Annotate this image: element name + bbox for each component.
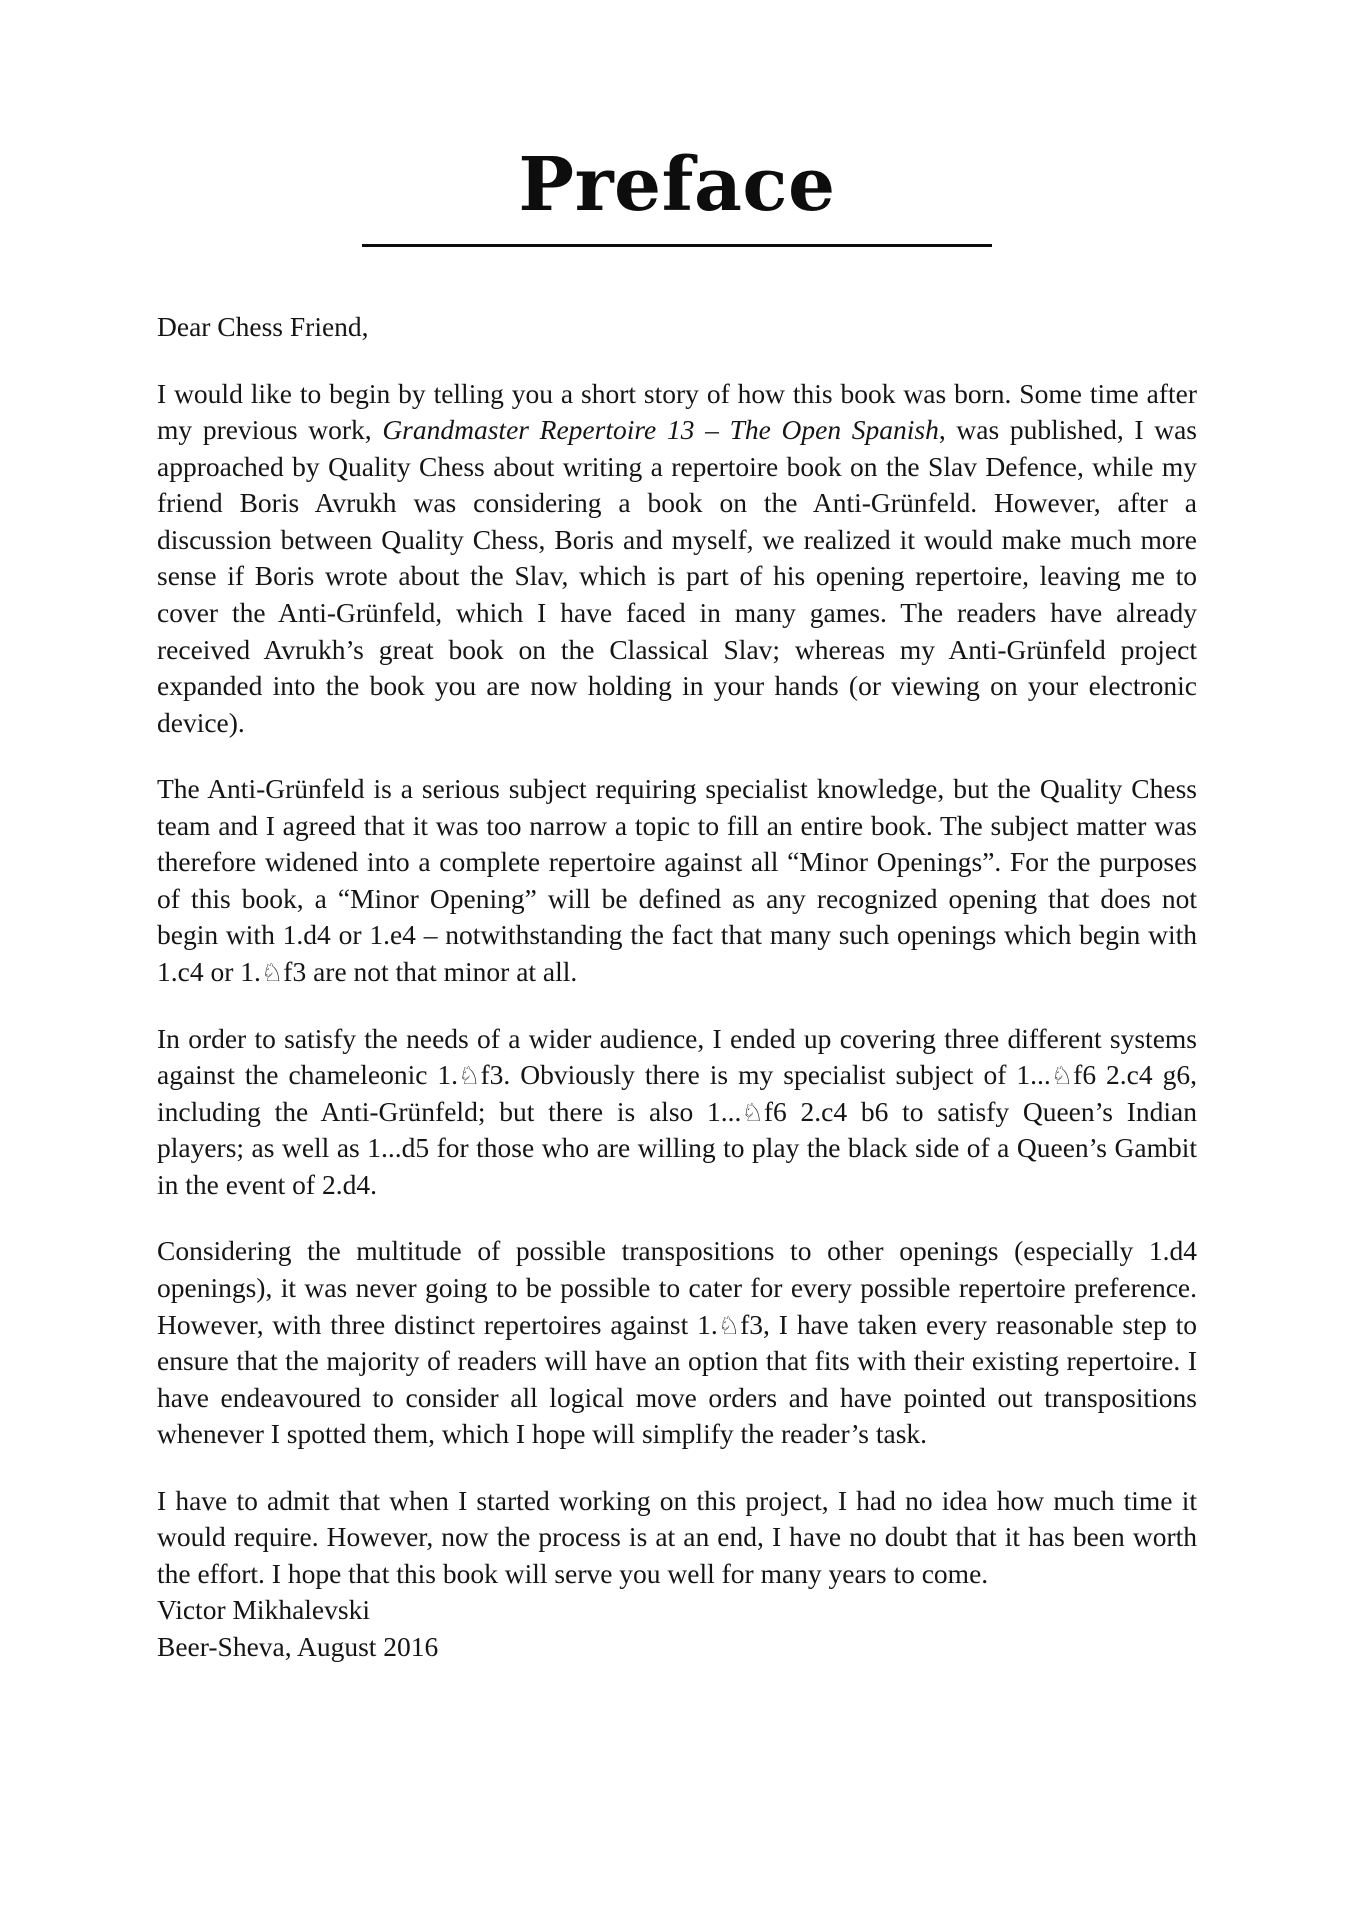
- body-paragraph: [157, 376, 1197, 742]
- signature-block: [157, 1592, 1197, 1665]
- page-title: Preface: [518, 142, 836, 228]
- title-divider: [362, 244, 992, 247]
- text-run: I would like to begin by telling you a short story of how this book was born. Some time after my previous work,: [157, 377, 1197, 446]
- knight-piece-icon: ♘: [260, 958, 284, 987]
- text-run: , was published, I was approached by Quality Chess about writing a repertoire book on the Slav Defence, while my friend Boris Avrukh was considering a book on the Anti-Grünfeld. However, after a discussion between Quality Chess, Boris and myself, we realized it would make much more sense if Boris wrote about the Slav, which is part of his opening repertoire, leaving me to cover the Anti-Grünfeld, which I have faced in many games. The readers have already received Avrukh’s great book on the Classical Slav; whereas my Anti-Grünfeld project expanded into the book you are now holding in your hands (or viewing on your electronic device).: [157, 414, 1197, 738]
- body-paragraph: [157, 1483, 1197, 1593]
- place-and-date: Beer-Sheva, August 2016: [157, 1631, 439, 1662]
- text-run: f6 2.c4 b6 to satisfy Queen’s Indian players; as well as 1...d5 for those who are willing to play the black side of a Queen’s Gambit in the event of 2.d4.: [157, 1095, 1198, 1200]
- title-block: [0, 142, 1354, 247]
- salutation: Dear Chess Friend,: [157, 311, 369, 342]
- text-run: Considering the multitude of possible transpositions to other openings (especially 1.d4 openings), it was never going to be possible to cater for every possible repertoire preference. However, with three distinct repertoires against 1.: [157, 1235, 1197, 1340]
- book-title-italic: Grandmaster Repertoire 13 – The Open Spanish: [382, 414, 939, 446]
- body-paragraph: [157, 1021, 1197, 1204]
- body-paragraph: [157, 1233, 1197, 1452]
- preface-body: [127, 309, 1227, 1666]
- text-run: f6 2.c4 g6, including the Anti-Grünfeld; but there is also 1...: [157, 1059, 1198, 1127]
- text-run: In order to satisfy the needs of a wider audience, I ended up covering three different systems against the chameleonic 1.: [157, 1022, 1197, 1091]
- text-run: f3, I have taken every reasonable step to ensure that the majority of readers will have an option that fits with their existing repertoire. I have endeavoured to consider all logical move orders and have pointed out transpositions whenever I spotted them, which I hope will simplify the reader’s task.: [157, 1308, 1197, 1450]
- paragraph-list: [157, 376, 1197, 1593]
- knight-piece-icon: ♘: [741, 1097, 764, 1127]
- body-paragraph: [157, 771, 1197, 990]
- knight-piece-icon: ♘: [458, 1061, 481, 1091]
- text-run: f3. Obviously there is my specialist subject of 1...: [480, 1059, 1051, 1091]
- knight-piece-icon: ♘: [717, 1310, 741, 1340]
- author-name: Victor Mikhalevski: [157, 1594, 370, 1626]
- knight-piece-icon: ♘: [1050, 1061, 1074, 1091]
- text-run: f3 are not that minor at all.: [283, 956, 578, 987]
- text-run: The Anti-Grünfeld is a serious subject requiring specialist knowledge, but the Quality Chess team and I agreed that it was too narrow a topic to fill an entire book. The subject matter was therefore widened into a complete repertoire against all “Minor Openings”. For the purposes of this book, a “Minor Opening” will be defined as any recognized opening that does not begin with 1.d4 or 1.e4 – notwithstanding the fact that many such openings which begin with 1.c4 or 1.: [157, 773, 1197, 987]
- text-run: I have to admit that when I started working on this project, I had no idea how much time it would require. However, now the process is at an end, I have no doubt that it has been worth the effort. I hope that this book will serve you well for many years to come.: [157, 1484, 1197, 1589]
